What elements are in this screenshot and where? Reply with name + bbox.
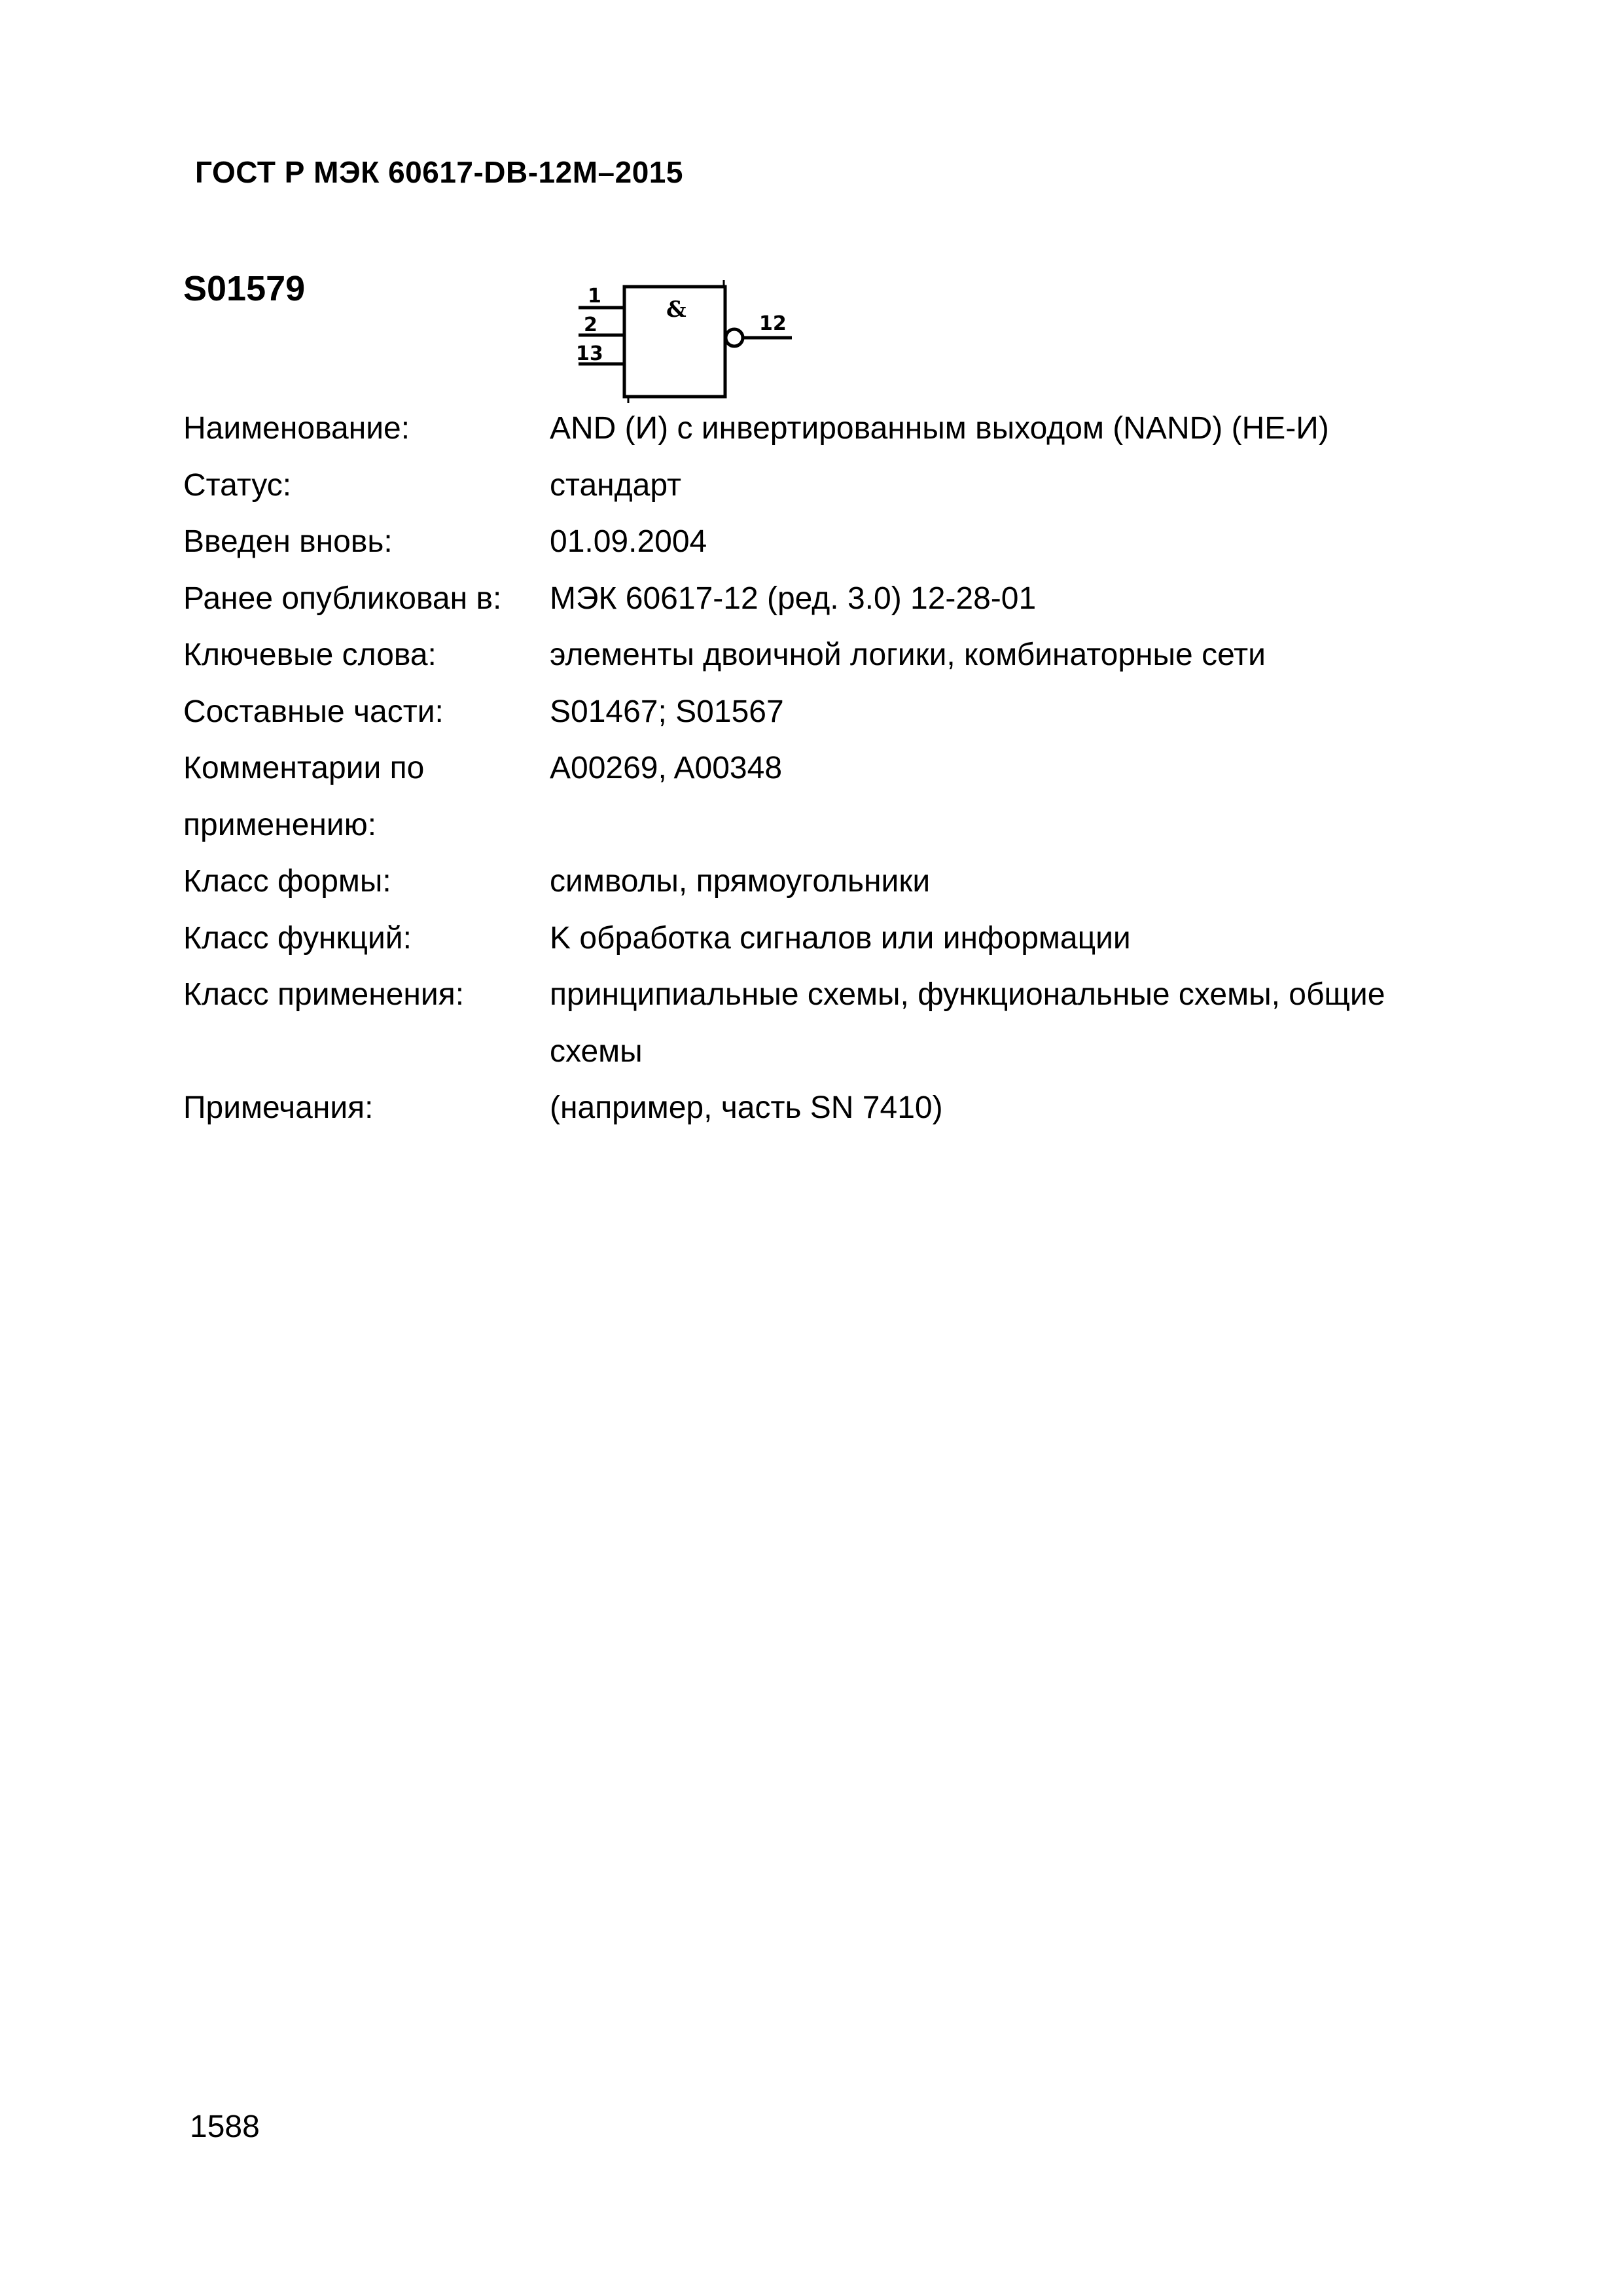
pin-label-in3: 13 [576,342,603,365]
field-label: Составные части: [183,694,444,729]
field-value: символы, прямоугольники [550,864,931,899]
field-label: Класс функций: [183,920,412,956]
document-header: ГОСТ Р МЭК 60617-DB-12M–2015 [195,155,683,189]
page-number: 1588 [190,2109,260,2144]
pin-label-in1: 1 [588,285,601,308]
field-published [183,571,1466,628]
field-application-class [183,967,1466,1080]
field-function-class [183,910,1466,967]
nand-gate-symbol [569,275,805,406]
field-value: A00269, A00348 [550,751,783,785]
field-label [183,740,550,853]
field-notes [183,1080,1466,1137]
field-label: Класс формы: [183,864,391,899]
field-label: Класс применения: [183,977,465,1012]
field-name [183,401,1466,457]
field-value: K обработка сигналов или информации [550,920,1131,956]
field-value: (например, часть SN 7410) [550,1090,943,1125]
field-label: Статус: [183,467,292,503]
field-value: 01.09.2004 [550,524,707,559]
field-components [183,684,1466,741]
field-value: S01467; S01567 [550,694,784,729]
field-label: Ранее опубликован в: [183,581,502,616]
field-label: Примечания: [183,1090,374,1125]
field-label: Ключевые слова: [183,637,437,672]
field-status [183,457,1466,514]
field-introduced [183,514,1466,571]
pin-label-in2: 2 [584,314,597,336]
field-comments [183,740,1466,853]
field-keywords [183,627,1466,684]
pin-label-out: 12 [759,312,787,335]
symbol-code: S01579 [183,269,306,308]
field-label-text: Комментарии по применению: [183,751,425,842]
attribute-list [183,401,1466,1137]
field-form-class [183,853,1466,910]
field-label: Наименование: [183,411,410,446]
field-value: МЭК 60617-12 (ред. 3.0) 12-28-01 [550,581,1037,616]
gate-label: & [666,296,687,323]
inversion-bubble [726,329,743,346]
field-label: Введен вновь: [183,524,393,559]
field-value: принципиальные схемы, функциональные схемы, общие схемы [550,977,1385,1069]
field-value: AND (И) с инвертированным выходом (NAND) (НЕ-И) [550,411,1329,446]
field-value: стандарт [550,467,681,503]
field-value: элементы двоичной логики, комбинаторные сети [550,637,1266,672]
